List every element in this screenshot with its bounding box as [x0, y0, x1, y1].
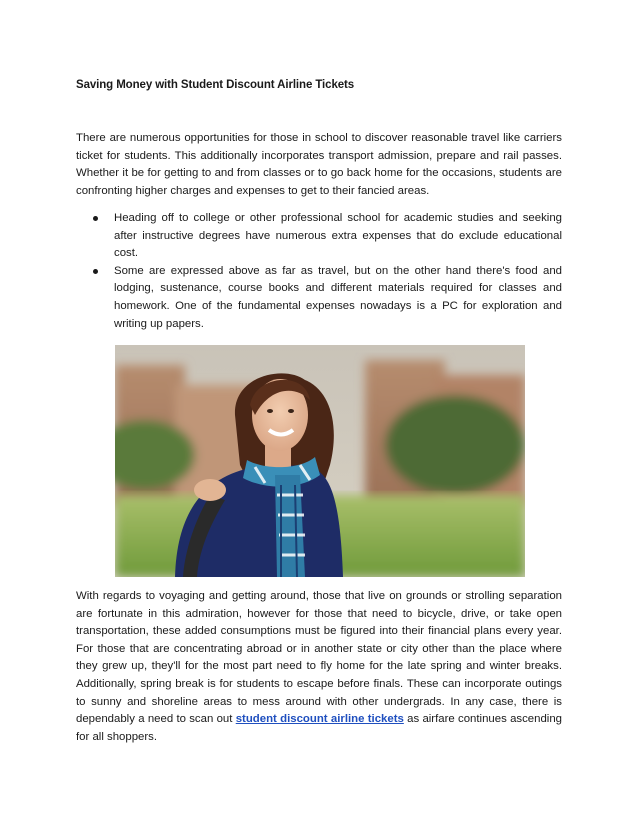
travel-paragraph-text: With regards to voyaging and getting around, those that live on grounds or strolling separation are fortunate in this admiration, however for those that need to bicycle, drive, or take open transportation, these added consumptions must be figured into their financial plans every year. For those that are concentrating abroad or in another state or city other than the place where they grew up, they'll for the most part need to fly home for the late spring and winter breaks. Additionally, spring break is for students to escape before finals. These can incorporate outings to sunny and shoreline areas to mess around with other undergrads. In any case, there is dependably a need to scan out: [76, 590, 562, 726]
bullet-text: Some are expressed above as far as travel, but on the other hand there's food and lodging, sustenance, course books and different materials required for classes and homework. One of the fundamental expenses nowadays is a PC for exploration and writing up papers.: [114, 264, 562, 330]
bullet-list: [76, 210, 562, 333]
travel-paragraph-tail: as airfare continues ascending for all shoppers.: [76, 713, 562, 743]
bullet-item: [76, 263, 562, 333]
bullet-dot-icon: [93, 216, 98, 221]
student-discount-airline-tickets-link[interactable]: student discount airline tickets: [235, 713, 404, 726]
intro-paragraph: There are numerous opportunities for those in school to discover reasonable travel like carriers ticket for students. This additionally incorporates transport admission, prepare and rail passes. Whether it be for getting to and from classes or to go back home for the occasions, students are confronting higher charges and expenses to get to their fancied areas.: [76, 132, 562, 197]
travel-paragraph: [76, 588, 562, 746]
bullet-dot-icon: [93, 269, 98, 274]
bullet-text: Heading off to college or other professional school for academic studies and seeking after instructive degrees have numerous extra expenses that do exclude educational cost.: [114, 212, 562, 260]
student-photo: [115, 345, 525, 577]
bullet-item: [76, 210, 562, 263]
document-title: Saving Money with Student Discount Airline Tickets: [76, 79, 355, 91]
